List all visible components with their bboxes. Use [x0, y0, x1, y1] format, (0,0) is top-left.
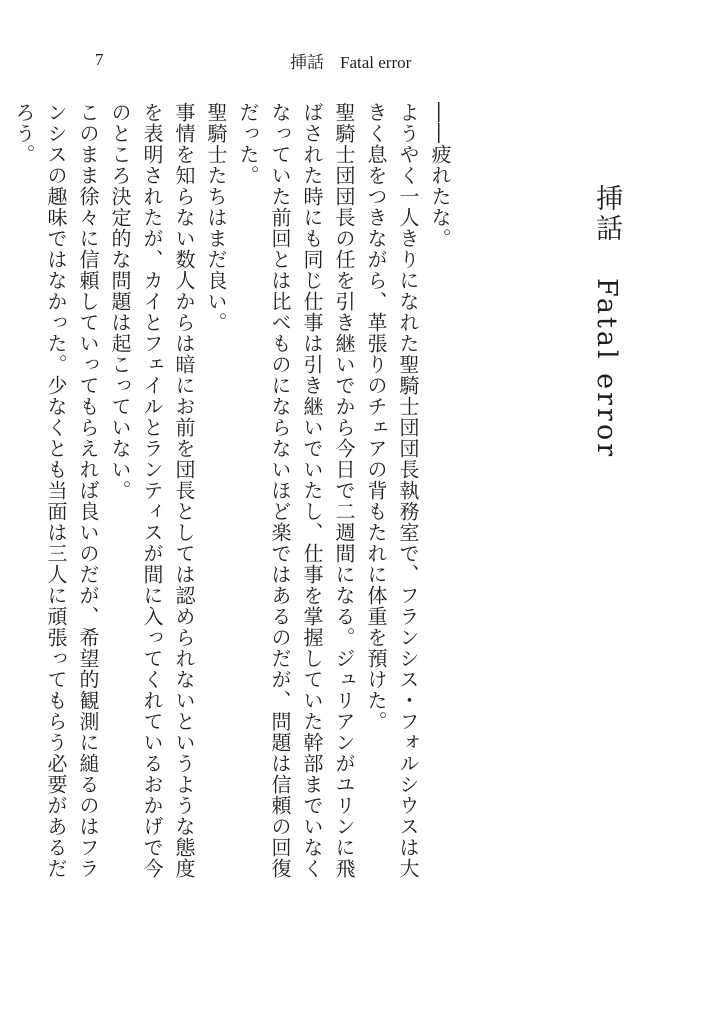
chapter-title	[587, 184, 626, 459]
chapter-title-en: Fatal error	[591, 278, 622, 460]
body-text	[12, 102, 456, 882]
chapter-title-jp: 挿話	[591, 184, 622, 244]
paragraph: このまま徐々に信頼していってもらえれば良いのだが、希望的観測に縋るのはフランシスの趣味ではなかった。少なくとも当面は三人に頑張ってもらう必要があるだろう。	[12, 102, 100, 879]
paragraph: ようやく一人きりになれた聖騎士団団長執務室で、フランシス・フォルシウスは大きく息をつきながら、革張りのチェアの背もたれに体重を預けた。	[364, 102, 420, 879]
running-header-jp: 挿話	[290, 53, 324, 72]
paragraph: 聖騎士たちはまだ良い。	[204, 102, 228, 333]
paragraph: ――疲れたな。	[428, 102, 452, 249]
running-header	[290, 48, 411, 73]
running-header-en: Fatal error	[340, 53, 412, 72]
paragraph: 事情を知らない数人からは暗にお前を団長としては認められないというような態度を表明されたが、カイとフェイルとランティスが間に入ってくれているおかげで今のところ決定的な問題は起こっていない。	[108, 102, 196, 879]
paragraph: 聖騎士団団長の任を引き継いでから今日で二週間になる。ジュリアンがユリンに飛ばされた時にも同じ仕事は引き継いでいたし、仕事を掌握していた幹部までいなくなっていた前回とは比べものにならないほど楽ではあるのだが、問題は信頼の回復だった。	[236, 102, 356, 879]
page-number: 7	[95, 50, 104, 69]
